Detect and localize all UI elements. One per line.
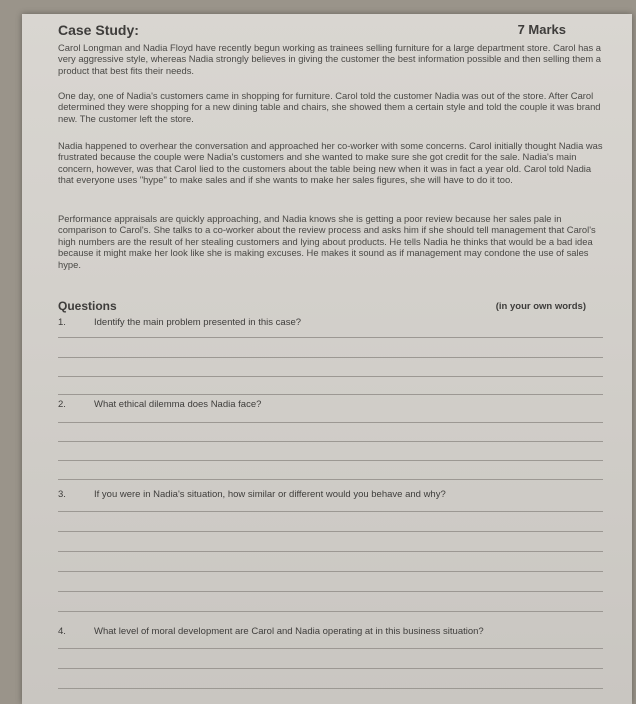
answer-line[interactable] — [58, 611, 603, 612]
answer-line[interactable] — [58, 441, 603, 442]
answer-line[interactable] — [58, 551, 603, 552]
question-number: 1. — [58, 317, 66, 328]
answer-line[interactable] — [58, 531, 603, 532]
answer-line[interactable] — [58, 422, 603, 423]
case-paragraph-3: Nadia happened to overhear the conversation and approached her co-worker with some concerns. Carol initially thought Nadia was frustrated because the couple were Nadia's customers and she wanted to make sure she got credit for the sale. Nadia's main concern, however, was that Carol lied to the customers about the table being new when it was in fact a year old. Carol told Nadia that everyone uses "hype" to make sales and if she wants to make her sales figures, she will have to do it too. — [58, 140, 603, 186]
question-number: 4. — [58, 626, 66, 637]
answer-line[interactable] — [58, 688, 603, 689]
question-4 — [58, 626, 618, 637]
question-text: What level of moral development are Carol and Nadia operating at in this business situation? — [94, 626, 484, 637]
answer-line[interactable] — [58, 460, 603, 461]
question-number: 2. — [58, 399, 66, 410]
case-paragraph-2: One day, one of Nadia's customers came in shopping for furniture. Carol told the customer Nadia was out of the store. After Carol determined they were shopping for a new dining table and chairs, she showed them a certain style and told the couple it was brand new. The customer left the store. — [58, 90, 601, 124]
answer-line[interactable] — [58, 337, 603, 338]
questions-note: (in your own words) — [495, 301, 586, 312]
case-paragraph-1: Carol Longman and Nadia Floyd have recently begun working as trainees selling furniture for a large department store. Carol has a very aggressive style, whereas Nadia strongly believes in giving the customer the best information possible and then selling them a product that best fits their needs. — [58, 42, 602, 76]
answer-line[interactable] — [58, 648, 603, 649]
question-text: Identify the main problem presented in this case? — [94, 317, 302, 328]
answer-line[interactable] — [58, 571, 603, 572]
question-3 — [58, 489, 618, 500]
question-text: If you were in Nadia's situation, how similar or different would you behave and why? — [94, 489, 446, 500]
questions-heading: Questions — [58, 299, 117, 313]
question-2 — [58, 399, 618, 410]
answer-line[interactable] — [58, 591, 603, 592]
worksheet-page — [22, 14, 632, 704]
answer-line[interactable] — [58, 376, 603, 377]
answer-line[interactable] — [58, 394, 603, 395]
answer-line[interactable] — [58, 668, 603, 669]
case-paragraph-4: Performance appraisals are quickly approaching, and Nadia knows she is getting a poor review because her sales pale in comparison to Carol's. She talks to a co-worker about the review process and asks him if she should tell management that Carol's high numbers are the result of her stealing customers and lying about products. He tells Nadia he thinks that would be a bad idea because it might make her look like she is making excuses. He makes it sound as if management may condone the use of sales hype. — [58, 213, 596, 270]
question-text: What ethical dilemma does Nadia face? — [94, 399, 262, 410]
answer-line[interactable] — [58, 357, 603, 358]
answer-line[interactable] — [58, 479, 603, 480]
page-title: Case Study: — [58, 22, 139, 38]
marks-label: 7 Marks — [517, 22, 566, 37]
question-number: 3. — [58, 489, 66, 500]
answer-line[interactable] — [58, 511, 603, 512]
question-1 — [58, 317, 618, 328]
